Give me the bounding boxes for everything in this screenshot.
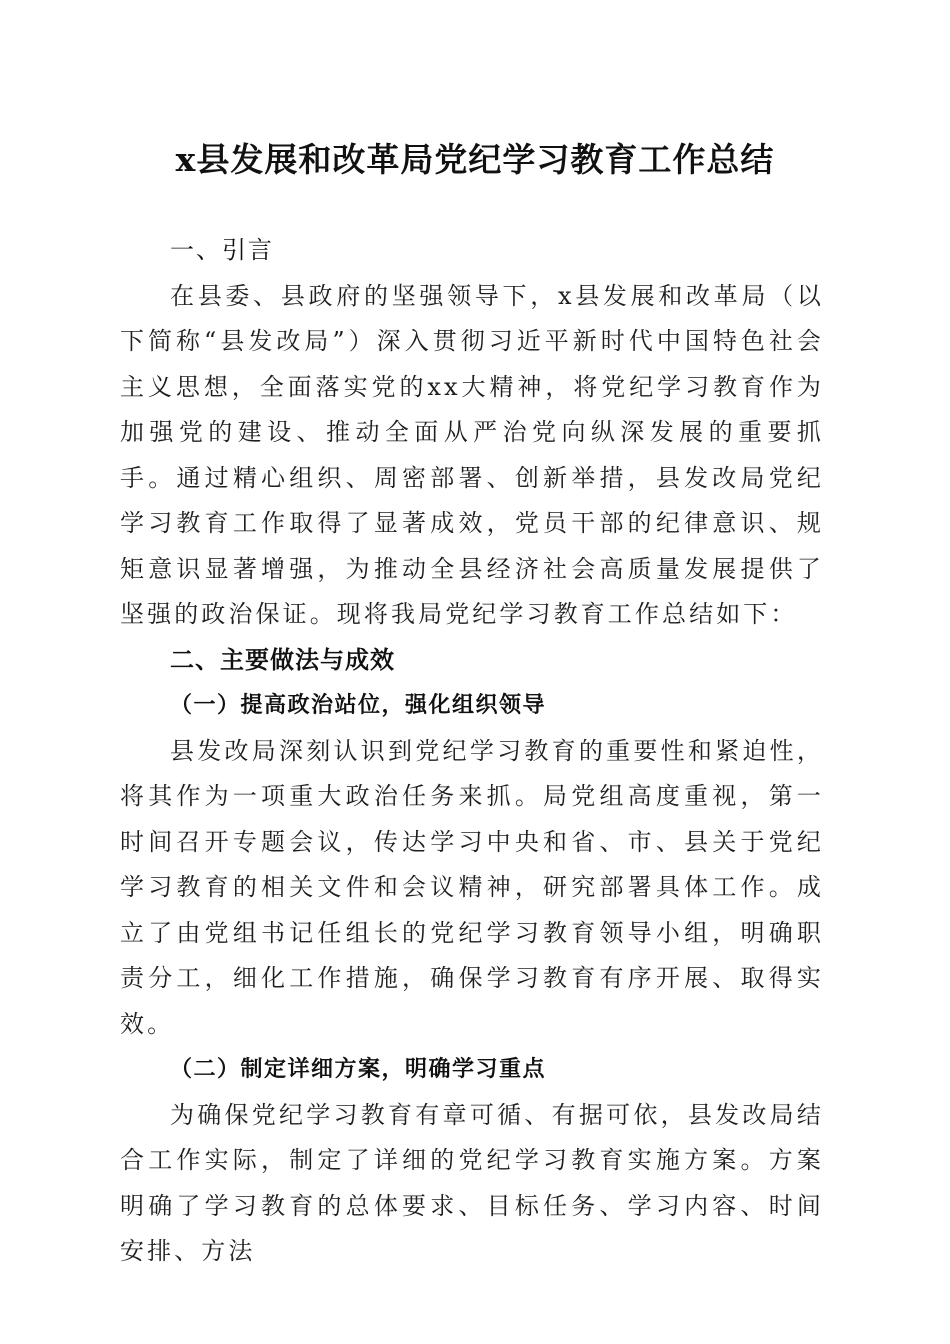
section-heading-main-practices: 二、主要做法与成效: [170, 645, 395, 674]
document-body: [120, 228, 824, 1275]
document-title: x县发展和改革局党纪学习教育工作总结: [175, 140, 775, 179]
subsection-1-paragraph: 县发改局深刻认识到党纪学习教育的重要性和紧迫性，将其作为一项重大政治任务来抓。局党组高度重视，第一时间召开专题会议，传达学习中央和省、市、县关于党纪学习教育的相关文件和会议精神，研究部署具体工作。成立了由党组书记任组长的党纪学习教育领导小组，明确职责分工，细化工作措施，确保学习教育有序开展、取得实效。: [120, 736, 824, 1038]
intro-paragraph: 在县委、县政府的坚强领导下，x县发展和改革局（以下简称“县发改局”）深入贯彻习近平新时代中国特色社会主义思想，全面落实党的xx大精神，将党纪学习教育作为加强党的建设、推动全面从严治党向纵深发展的重要抓手。通过精心组织、周密部署、创新举措，县发改局党纪学习教育工作取得了显著成效，党员干部的纪律意识、规矩意识显著增强，为推动全县经济社会高质量发展提供了坚强的政治保证。现将我局党纪学习教育工作总结如下：: [120, 281, 824, 628]
subsection-heading-1: （一）提高政治站位，强化组织领导: [170, 692, 547, 718]
subsection-heading-2: （二）制定详细方案，明确学习重点: [170, 1056, 547, 1082]
subsection-2-paragraph: 为确保党纪学习教育有章可循、有据可依，县发改局结合工作实际，制定了详细的党纪学习教育实施方案。方案明确了学习教育的总体要求、目标任务、学习内容、时间安排、方法: [120, 1100, 824, 1265]
section-heading-intro: 一、引言: [170, 236, 274, 264]
